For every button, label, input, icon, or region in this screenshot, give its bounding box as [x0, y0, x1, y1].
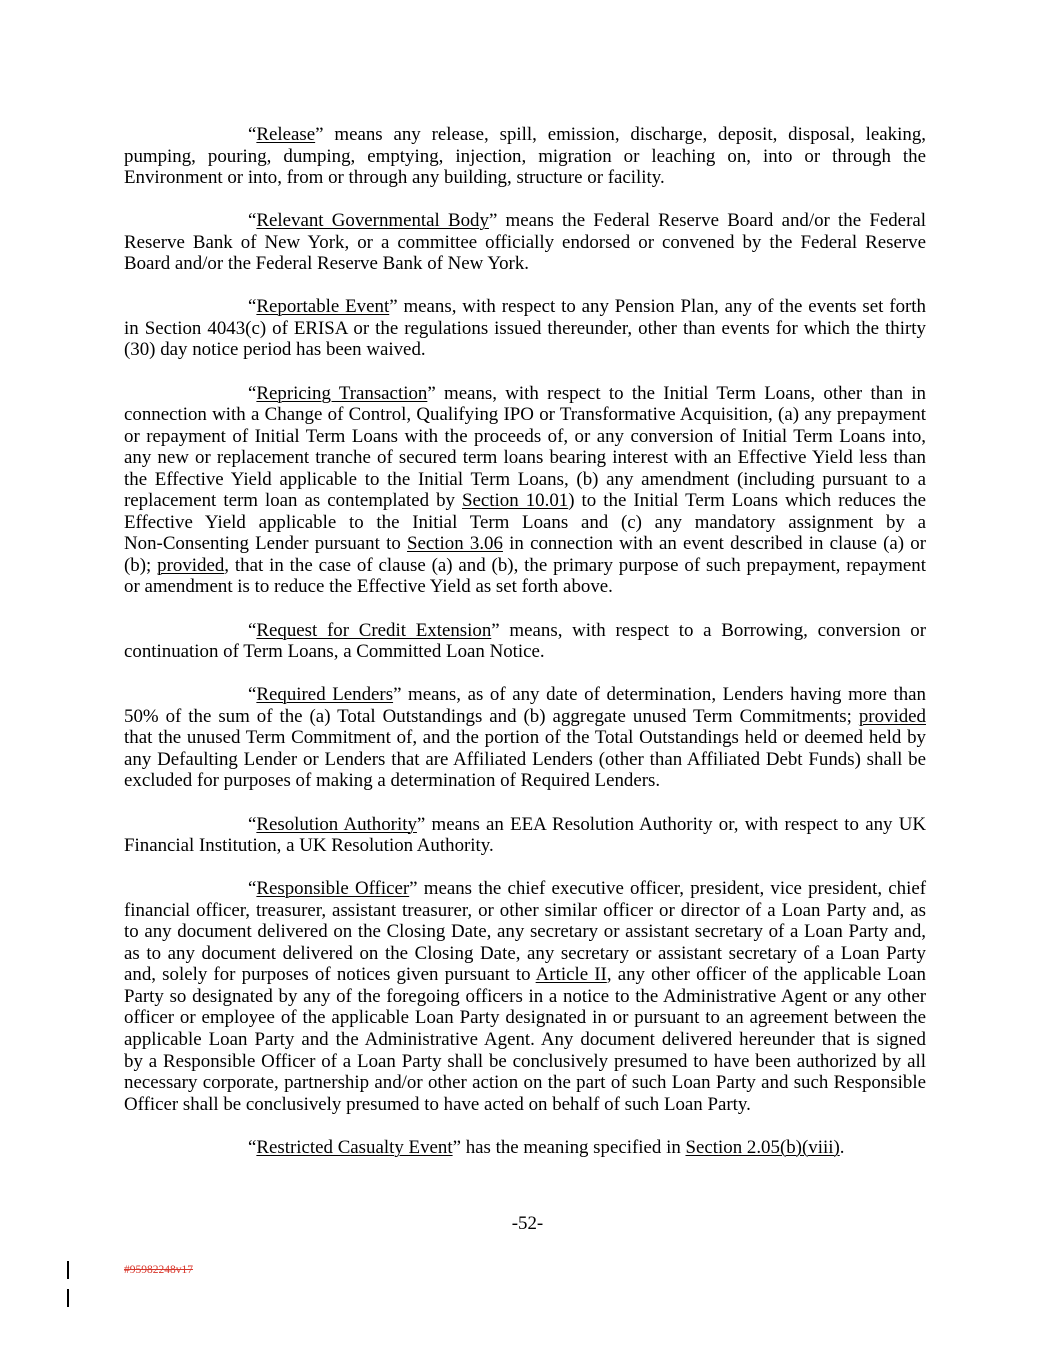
defined-term: Restricted Casualty Event — [256, 1136, 453, 1158]
proviso-term: provided — [858, 705, 926, 727]
text-line — [124, 490, 926, 512]
text-line — [124, 620, 926, 642]
open-quote: “ — [248, 382, 257, 404]
text-line: any new or replacement tranche of secured term loans bearing interest with an Effective Yield less than — [124, 447, 926, 469]
text-line: Reserve Bank of New York, or a committee officially endorsed or convened by the Federal Reserve — [124, 231, 926, 253]
defined-term: Relevant Governmental Body — [256, 210, 489, 232]
proviso-term: provided — [157, 554, 225, 576]
defined-term: Repricing Transaction — [256, 382, 428, 404]
text-run: ” has the meaning specified in — [452, 1136, 686, 1158]
text-run: ” means the Federal Reserve Board and/or the Federal — [488, 210, 926, 232]
definition-resolution-authority — [124, 814, 926, 857]
text-line — [124, 296, 926, 318]
cross-reference: Section 3.06 — [407, 533, 503, 555]
text-line: Financial Institution, a UK Resolution Authority. — [124, 835, 494, 857]
defined-term: Release — [256, 124, 316, 145]
text-line — [124, 706, 926, 728]
text-run: replacement term loan as contemplated by — [124, 490, 463, 512]
text-run: in connection with an event described in clause (a) or — [502, 533, 926, 555]
text-run: ” means any release, spill, emission, discharge, deposit, disposal, leaking, — [315, 124, 926, 145]
text-run: ” means the chief executive officer, president, vice president, chief — [409, 878, 927, 900]
definition-request-for-credit-extension — [124, 620, 926, 663]
text-run: ” means, with respect to the Initial Term Loans, other than in — [427, 382, 926, 404]
defined-term: Request for Credit Extension — [256, 619, 492, 641]
open-quote: “ — [248, 619, 257, 641]
text-line: officer or employee of the applicable Loan Party designated in or pursuant to an agreement between the — [124, 1007, 926, 1029]
change-bar — [67, 1261, 69, 1279]
document-id-footer: #95982248v17 — [124, 1264, 193, 1276]
text-line: or amendment is to reduce the Effective Yield as set forth above. — [124, 576, 613, 598]
text-line: that the unused Term Commitment of, and the portion of the Total Outstandings held or deemed held by — [124, 727, 926, 749]
text-line — [124, 210, 926, 232]
definition-relevant-governmental-body — [124, 210, 926, 275]
text-line: Officer shall be conclusively presumed to have acted on behalf of such Loan Party. — [124, 1093, 751, 1115]
text-line: (30) day notice period has been waived. — [124, 339, 426, 361]
text-line: any Defaulting Lender or Lenders that are Affiliated Lenders (other than Affiliated Debt Funds) shall be — [124, 748, 926, 770]
defined-term: Resolution Authority — [256, 813, 417, 835]
defined-term: Responsible Officer — [256, 878, 410, 900]
open-quote: “ — [248, 684, 257, 706]
text-run: (b); — [124, 554, 158, 576]
text-line: excluded for purposes of making a determination of Required Lenders. — [124, 770, 661, 792]
text-line: Board and/or the Federal Reserve Bank of New York. — [124, 253, 530, 275]
text-line — [124, 555, 926, 577]
text-line: Party so designated by any of the foregoing officers in a notice to the Administrative Agent or any other — [124, 985, 926, 1007]
text-line — [124, 684, 926, 706]
open-quote: “ — [248, 296, 257, 318]
text-run: , any other officer of the applicable Loan — [606, 964, 926, 986]
text-line — [124, 533, 926, 555]
text-line: connection with a Change of Control, Qualifying IPO or Transformative Acquisition, (a) any prepayment — [124, 404, 926, 426]
text-run: ” means, with respect to a Borrowing, conversion or — [491, 619, 927, 641]
text-run: ” means, as of any date of determination, Lenders having more than — [393, 684, 926, 706]
text-line: Environment or into, from or through any building, structure or facility. — [124, 167, 665, 189]
text-run: 50% of the sum of the (a) Total Outstandings and (b) aggregate unused Term Commitments; — [124, 705, 859, 727]
defined-term: Reportable Event — [256, 296, 390, 318]
text-line: the Effective Yield applicable to the Initial Term Loans, (b) any amendment (including pursuant to a — [124, 468, 926, 490]
cross-reference: Section 10.01 — [462, 490, 569, 512]
text-run: and, solely for purposes of notices given pursuant to — [124, 964, 536, 986]
text-line: or repayment of Initial Term Loans with the proceeds of, or any conversion of Initial Term Loans into, — [124, 425, 926, 447]
text-line — [124, 814, 926, 836]
definition-required-lenders — [124, 684, 926, 792]
text-run: Non-Consenting Lender pursuant to — [124, 533, 407, 555]
text-line: necessary corporate, partnership and/or other action on the part of such Loan Party and such Responsible — [124, 1072, 926, 1094]
change-bar — [67, 1289, 69, 1307]
open-quote: “ — [248, 210, 257, 232]
text-run: ” means, with respect to any Pension Plan, any of the events set forth — [389, 296, 926, 318]
open-quote: “ — [248, 124, 257, 145]
open-quote: “ — [248, 878, 257, 900]
text-run: . — [839, 1136, 845, 1158]
text-line: in Section 4043(c) of ERISA or the regulations issued thereunder, other than events for which the thirty — [124, 317, 926, 339]
definition-restricted-casualty-event — [124, 1137, 926, 1159]
open-quote: “ — [248, 813, 257, 835]
text-line — [124, 124, 926, 146]
text-line — [124, 383, 926, 405]
text-line: financial officer, treasurer, assistant treasurer, or other similar officer or director of a Loan Party and, as — [124, 899, 926, 921]
text-line: by a Responsible Officer of a Loan Party shall be conclusively presumed to have been authorized by all — [124, 1050, 926, 1072]
text-line: as to any document delivered on the Closing Date, any secretary or assistant secretary of a Loan Party — [124, 942, 926, 964]
definition-repricing-transaction — [124, 383, 926, 598]
text-line — [124, 964, 926, 986]
definition-responsible-officer — [124, 878, 926, 1115]
text-run: , that in the case of clause (a) and (b), the primary purpose of such prepayment, repayment — [224, 554, 926, 576]
text-line: continuation of Term Loans, a Committed Loan Notice. — [124, 641, 545, 663]
text-line — [124, 878, 926, 900]
document-body — [124, 124, 926, 1180]
definition-release — [124, 124, 926, 189]
open-quote: “ — [248, 1136, 257, 1158]
text-run: ” means an EEA Resolution Authority or, with respect to any UK — [416, 813, 926, 835]
page-number: -52- — [511, 1213, 544, 1234]
cross-reference: Section 2.05(b)(viii) — [685, 1136, 840, 1158]
definition-reportable-event — [124, 296, 926, 361]
text-line: to any document delivered on the Closing Date, any secretary or assistant secretary of a Loan Party and, — [124, 921, 926, 943]
cross-reference: Article II — [535, 964, 607, 986]
defined-term: Required Lenders — [256, 684, 394, 706]
text-line: Effective Yield applicable to the Initial Term Loans and (c) any mandatory assignment by a — [124, 511, 926, 533]
text-line: pumping, pouring, dumping, emptying, injection, migration or leaching on, into or through the — [124, 145, 926, 167]
text-line — [124, 1137, 926, 1159]
text-line: applicable Loan Party and the Administrative Agent. Any document delivered hereunder that is signed — [124, 1028, 926, 1050]
text-run: ) to the Initial Term Loans which reduces the — [568, 490, 926, 512]
